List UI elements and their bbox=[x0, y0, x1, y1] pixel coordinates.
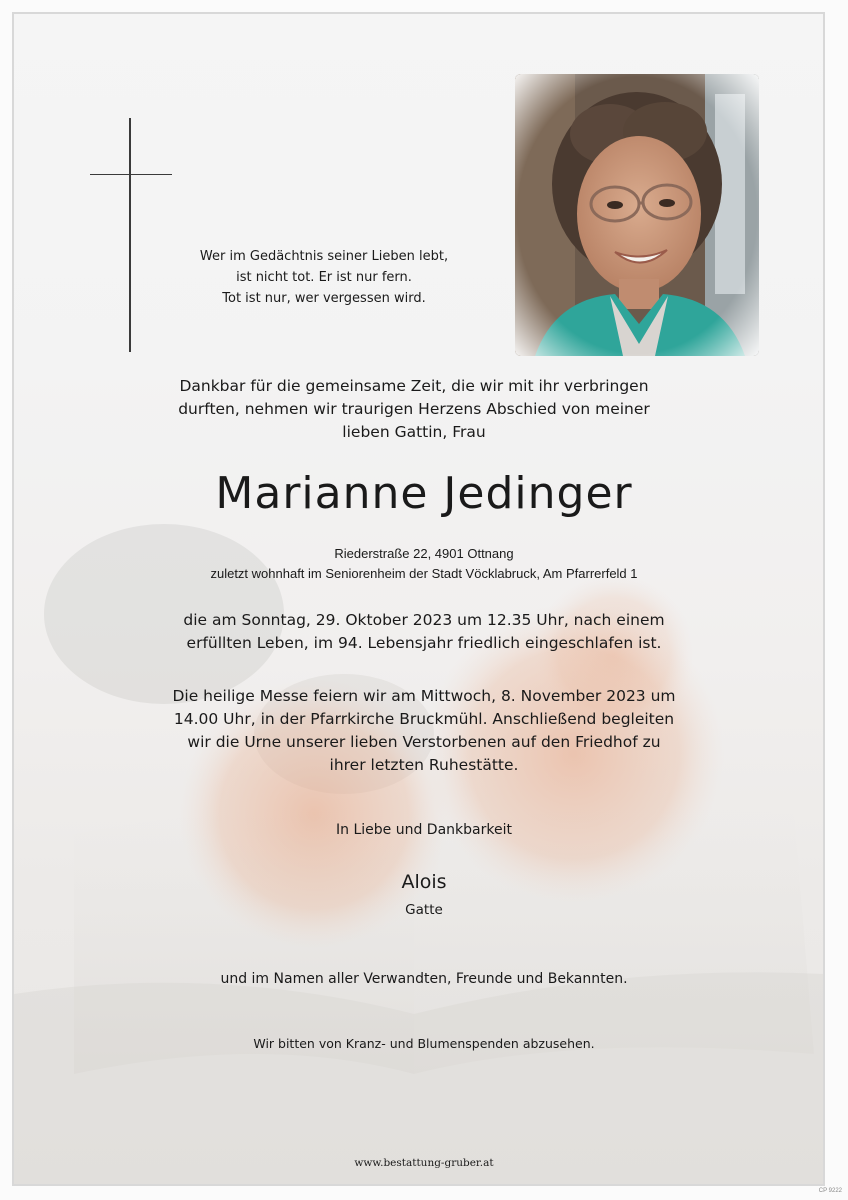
death-line-2: erfüllten Leben, im 94. Lebensjahr friedlich eingeschlafen ist. bbox=[186, 634, 662, 652]
relatives-line: und im Namen aller Verwandten, Freunde und Bekannten. bbox=[220, 971, 628, 987]
deceased-name: Marianne Jedinger bbox=[215, 468, 633, 519]
quote-line-3: Tot ist nur, wer vergessen wird. bbox=[222, 291, 426, 306]
portrait-photo bbox=[515, 74, 759, 356]
template-code: CP 9222 bbox=[818, 1188, 842, 1194]
intro-line-2: durften, nehmen wir traurigen Herzens Abschied von meiner bbox=[178, 400, 650, 418]
deceased-address: Riederstraße 22, 4901 Ottnang bbox=[334, 546, 514, 561]
mass-line-3: wir die Urne unserer lieben Verstorbenen auf den Friedhof zu bbox=[187, 733, 661, 751]
donation-note: Wir bitten von Kranz- und Blumenspenden abzusehen. bbox=[253, 1036, 595, 1051]
closing-phrase: In Liebe und Dankbarkeit bbox=[336, 822, 512, 838]
cross-icon bbox=[129, 118, 131, 352]
intro-text bbox=[134, 375, 694, 444]
mass-line-4: ihrer letzten Ruhestätte. bbox=[329, 756, 519, 774]
death-notice bbox=[124, 609, 724, 655]
mourner-name: Alois bbox=[401, 871, 447, 893]
deceased-address-block bbox=[114, 544, 734, 584]
mourner-role: Gatte bbox=[405, 902, 443, 918]
intro-line-3: lieben Gattin, Frau bbox=[342, 423, 486, 441]
quote-line-1: Wer im Gedächtnis seiner Lieben lebt, bbox=[199, 249, 449, 264]
website-link[interactable]: www.bestattung-gruber.at bbox=[354, 1157, 494, 1169]
cross-icon-bar bbox=[90, 174, 172, 175]
quote-line-2: ist nicht tot. Er ist nur fern. bbox=[236, 270, 412, 285]
funeral-mass-info bbox=[124, 685, 724, 777]
death-line-1: die am Sonntag, 29. Oktober 2023 um 12.35 Uhr, nach einem bbox=[183, 611, 665, 629]
mass-line-2: 14.00 Uhr, in der Pfarrkirche Bruckmühl. Anschließend begleiten bbox=[173, 710, 675, 728]
memorial-quote bbox=[164, 246, 484, 309]
mass-line-1: Die heilige Messe feiern wir am Mittwoch, 8. November 2023 um bbox=[172, 687, 676, 705]
obituary-card bbox=[12, 12, 825, 1186]
deceased-last-residence: zuletzt wohnhaft im Seniorenheim der Stadt Vöcklabruck, Am Pfarrerfeld 1 bbox=[210, 566, 638, 581]
intro-line-1: Dankbar für die gemeinsame Zeit, die wir mit ihr verbringen bbox=[179, 377, 649, 395]
